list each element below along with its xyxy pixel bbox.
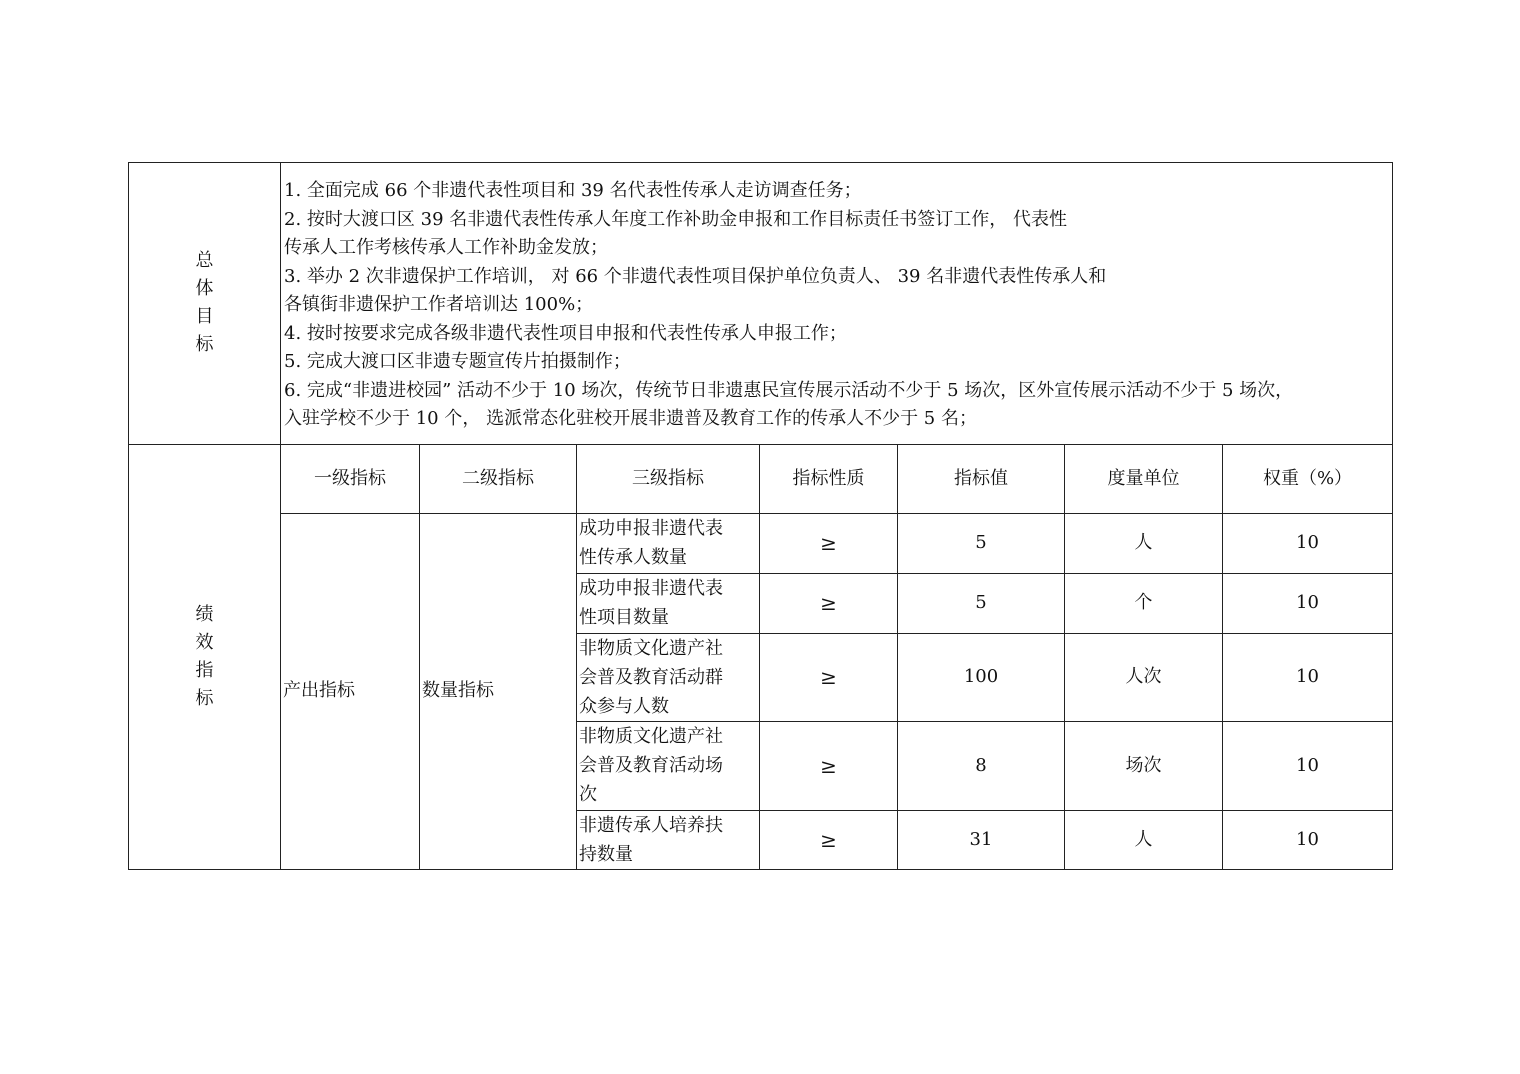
overall-goal-row [129, 163, 1393, 445]
nature-cell: ≥ [760, 721, 898, 810]
goal-line: 4. 按时按要求完成各级非遗代表性项目申报和代表性传承人申报工作； [284, 322, 847, 344]
unit-cell: 人次 [1065, 633, 1223, 721]
overall-goal-label: 总体目标 [195, 250, 214, 356]
nature-cell: ≥ [760, 633, 898, 721]
weight-cell: 10 [1223, 721, 1393, 810]
goal-line: 3. 举办 2 次非遗保护工作培训， 对 66 个非遗代表性项目保护单位负责人、 39 名非遗代表性传承人和 [284, 265, 1107, 287]
header-unit: 度量单位 [1065, 444, 1223, 513]
goal-line: 5. 完成大渡口区非遗专题宣传片拍摄制作； [284, 351, 631, 372]
overall-goal-label-cell [129, 163, 281, 445]
goal-line: 入驻学校不少于 10 个， 选派常态化驻校开展非遗普及教育工作的传承人不少于 5 名； [284, 408, 977, 429]
goal-line: 1. 全面完成 66 个非遗代表性项目和 39 名代表性传承人走访调查任务； [284, 180, 862, 201]
nature-cell: ≥ [760, 573, 898, 633]
value-cell: 100 [898, 633, 1065, 721]
header-nature: 指标性质 [760, 444, 898, 513]
table-row [129, 513, 1393, 573]
goal-line: 2. 按时大渡口区 39 名非遗代表性传承人年度工作补助金申报和工作目标责任书签订工作， 代表性 [284, 208, 1067, 230]
unit-cell: 人 [1065, 810, 1223, 869]
header-level3: 三级指标 [577, 444, 760, 513]
unit-cell: 场次 [1065, 721, 1223, 810]
performance-label-cell [129, 444, 281, 869]
unit-cell: 个 [1065, 573, 1223, 633]
header-level2: 二级指标 [420, 444, 577, 513]
header-weight: 权重（%） [1223, 444, 1393, 513]
goal-line: 6. 完成“非遗进校园” 活动不少于 10 场次，传统节日非遗惠民宣传展示活动不少于 5 场次，区外宣传展示活动不少于 5 场次， [284, 379, 1294, 401]
unit-cell: 人 [1065, 513, 1223, 573]
nature-cell: ≥ [760, 810, 898, 869]
value-cell: 5 [898, 573, 1065, 633]
header-level1: 一级指标 [281, 444, 420, 513]
document-page [128, 162, 1392, 870]
nature-cell: ≥ [760, 513, 898, 573]
level1-cell: 产出指标 [281, 513, 420, 869]
overall-goal-content [281, 163, 1393, 445]
header-value: 指标值 [898, 444, 1065, 513]
level3-cell: 非遗传承人培养扶持数量 [577, 810, 760, 869]
goal-line: 传承人工作考核传承人工作补助金发放； [284, 237, 608, 258]
level3-cell: 成功申报非遗代表性传承人数量 [577, 513, 760, 573]
value-cell: 8 [898, 721, 1065, 810]
indicator-header-row [129, 444, 1393, 513]
level3-cell: 非物质文化遗产社会普及教育活动群众参与人数 [577, 633, 760, 721]
level3-cell: 非物质文化遗产社会普及教育活动场次 [577, 721, 760, 810]
weight-cell: 10 [1223, 573, 1393, 633]
value-cell: 5 [898, 513, 1065, 573]
weight-cell: 10 [1223, 513, 1393, 573]
value-cell: 31 [898, 810, 1065, 869]
weight-cell: 10 [1223, 810, 1393, 869]
level3-cell: 成功申报非遗代表性项目数量 [577, 573, 760, 633]
goal-line: 各镇街非遗保护工作者培训达 100%； [284, 294, 594, 315]
weight-cell: 10 [1223, 633, 1393, 721]
level2-cell: 数量指标 [420, 513, 577, 869]
performance-label: 绩效指标 [195, 603, 214, 709]
performance-goal-table [128, 162, 1393, 870]
